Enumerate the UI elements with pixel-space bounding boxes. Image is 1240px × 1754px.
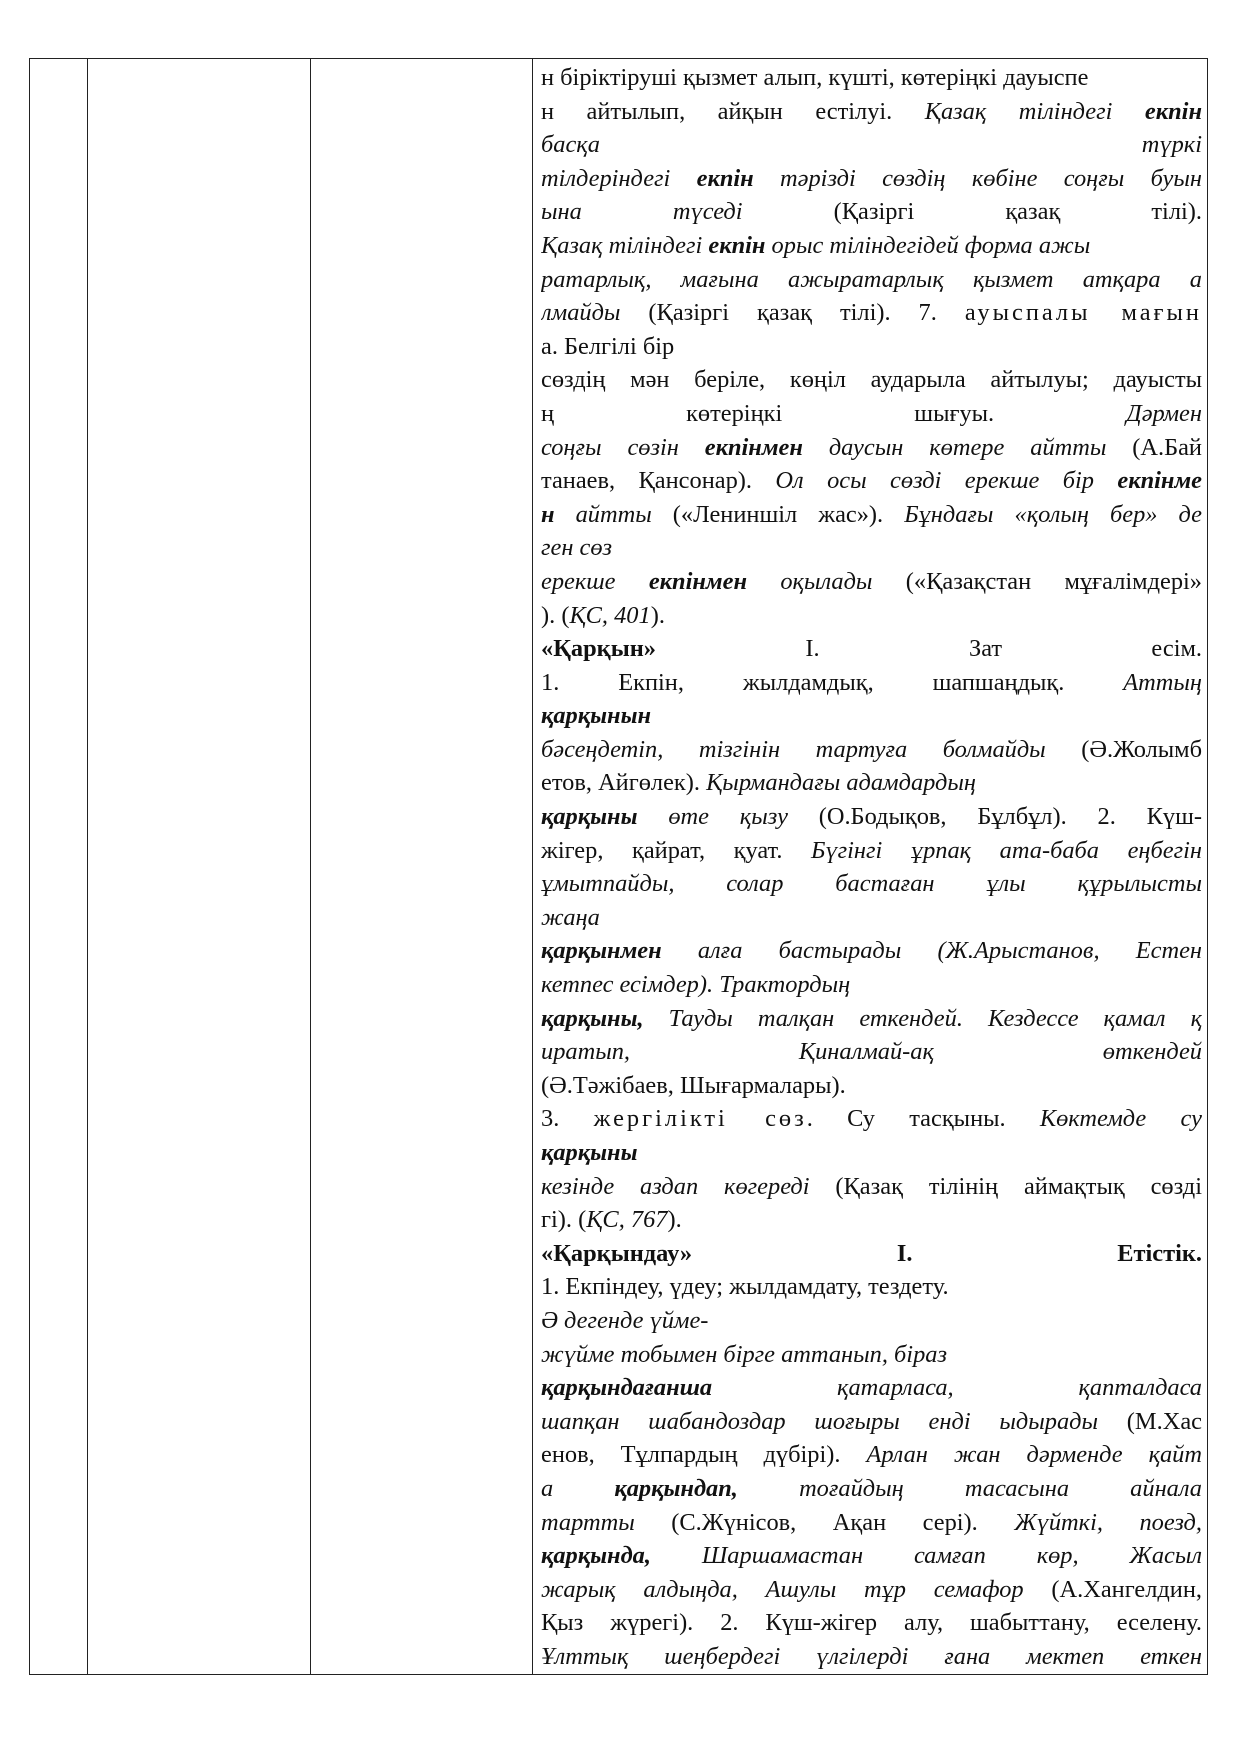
entry-text-segment: (Ә.Жолымб <box>1045 735 1202 763</box>
text-line <box>541 1002 1202 1036</box>
headword-text: екпінме <box>1117 467 1202 495</box>
text-line <box>541 666 1202 700</box>
entry-text-segment: ауыспалы мағын <box>964 299 1202 327</box>
text-line <box>541 1438 1202 1472</box>
entry-text-segment: жарық алдыңда, Ашулы тұр семафор <box>541 1575 1024 1603</box>
text-line <box>541 1270 1202 1304</box>
entry-text-segment: ). <box>667 1206 682 1234</box>
text-line <box>541 1069 1202 1103</box>
headword-text: қарқынмен <box>541 937 662 965</box>
entry-text-segment: жаңа <box>541 903 600 931</box>
text-line <box>541 1237 1202 1271</box>
text-line <box>541 330 1202 364</box>
entry-text-segment: шапқан шабандоздар шоғыры енді ыдырады <box>541 1407 1099 1435</box>
text-line <box>541 296 1202 330</box>
entry-text-segment: Арлан жан дәрменде қайт <box>866 1441 1202 1469</box>
entry-text-segment: жігер, қайрат, қуат. <box>541 836 812 864</box>
entry-text-segment: н айтылып, айқын естілуі. <box>541 97 925 125</box>
entry-text-segment: («Қазақстан мұғалімдері» <box>872 567 1202 595</box>
entry-text-segment: Тауды талқан еткендей. Кездессе қамал қ <box>643 1004 1202 1032</box>
table-cell-empty <box>88 59 311 1675</box>
headword-text: екпінмен <box>648 567 747 595</box>
text-line <box>541 363 1202 397</box>
entry-text-segment: Аттың <box>1123 668 1202 696</box>
text-line <box>541 699 1202 733</box>
entry-text-segment: а. Белгілі бір <box>541 332 675 360</box>
entry-text-segment: ген сөз <box>541 534 613 562</box>
text-line <box>541 1371 1202 1405</box>
text-line <box>541 1506 1202 1540</box>
entry-text-segment: (Ә.Тәжібаев, Шығармалары). <box>541 1071 846 1099</box>
headword-text: «Қарқын» <box>541 635 656 663</box>
text-line <box>541 1338 1202 1372</box>
entry-text-segment: кетпес есімдер). Трактордың <box>541 971 851 999</box>
text-line <box>541 531 1202 565</box>
entry-text-segment: Қазақ тіліндегі <box>924 97 1145 125</box>
entry-text-segment: (Қазіргі қазақ тілі). 7. <box>620 299 965 327</box>
text-line <box>541 1472 1202 1506</box>
text-line <box>541 733 1202 767</box>
entry-text-segment: тілдеріндегі <box>541 164 697 192</box>
entry-text-segment: Дәрмен <box>1126 399 1202 427</box>
headword-text: қарқынын <box>541 702 652 730</box>
entry-text-segment: бәсеңдетіп, тізгінін тартуға болмайды <box>541 735 1046 763</box>
table-row <box>30 59 1208 1675</box>
entry-text-segment: иратып, Қиналмай-ақ өткендей <box>541 1038 1202 1066</box>
text-line <box>541 901 1202 935</box>
headword-text: I. Етістік. <box>896 1239 1202 1267</box>
text-line <box>541 431 1202 465</box>
entry-text-segment: тоғайдың тасасына айнала <box>737 1474 1202 1502</box>
entry-text-segment: Ұлттық шеңбердегі үлгілерді ғана мектеп еткен <box>541 1642 1202 1670</box>
entry-text-segment: ң көтеріңкі шығуы. <box>541 399 1127 427</box>
table-cell-empty <box>311 59 533 1675</box>
entry-text-segment: енов, Тұлпардың дүбірі). <box>541 1441 867 1469</box>
dictionary-entry-text <box>533 59 1207 1674</box>
headword-text: «Қарқындау» <box>541 1239 693 1267</box>
entry-text-segment: Ол осы сөзді ерекше бір <box>775 467 1118 495</box>
entry-text-segment: (О.Бодықов, Бұлбұл). 2. Күш- <box>787 803 1202 831</box>
text-line <box>541 1170 1202 1204</box>
entry-text-segment: даусын көтере айтты <box>802 433 1107 461</box>
entry-text-segment: тартты <box>541 1508 635 1536</box>
text-line <box>541 1304 1202 1338</box>
entry-text-segment: басқа түркі <box>541 131 1202 159</box>
entry-text-segment: (С.Жүнісов, Ақан сері). <box>634 1508 1015 1536</box>
dictionary-table <box>29 58 1208 1675</box>
entry-text-segment: Бұндағы «қолың бер» де <box>904 500 1202 528</box>
entry-text-segment: Ә дегенде үйме- <box>541 1306 709 1334</box>
text-line <box>541 800 1202 834</box>
entry-text-segment: (А.Бай <box>1106 433 1202 461</box>
text-line <box>541 1640 1202 1674</box>
table-cell-number <box>30 59 88 1675</box>
text-line <box>541 565 1202 599</box>
entry-text-segment: оқылады <box>747 567 873 595</box>
headword-text: қарқында, <box>541 1542 651 1570</box>
entry-text-segment: ратарлық, мағына ажыратарлық қызмет атқара а <box>541 265 1202 293</box>
entry-text-segment: («Лениншіл жас»). <box>651 500 905 528</box>
entry-text-segment: жергілікті сөз <box>593 1105 807 1133</box>
text-line <box>541 1035 1202 1069</box>
entry-text-segment: ерекше <box>541 567 649 595</box>
entry-text-segment: танаев, Қансонар). <box>541 467 776 495</box>
text-line <box>541 229 1202 263</box>
headword-text: қарқыны <box>541 803 638 831</box>
entry-text-segment: (Қазақ тілінің аймақтық сөзді <box>809 1172 1202 1200</box>
entry-text-segment: . Су тасқыны. <box>806 1105 1040 1133</box>
text-line <box>541 834 1202 868</box>
headword-text: қарқындағанша <box>541 1374 713 1402</box>
text-line <box>541 61 1202 95</box>
text-line <box>541 464 1202 498</box>
entry-text-segment: (М.Хас <box>1098 1407 1202 1435</box>
headword-text: екпінмен <box>704 433 803 461</box>
entry-text-segment: жүйме тобымен бірге аттанып, біраз <box>541 1340 947 1368</box>
text-line <box>541 1102 1202 1136</box>
entry-text-segment: айтты <box>554 500 652 528</box>
entry-text-segment: өте қызу <box>637 803 788 831</box>
text-line <box>541 1203 1202 1237</box>
text-line <box>541 934 1202 968</box>
text-line <box>541 128 1202 162</box>
text-line <box>541 867 1202 901</box>
text-line <box>541 1539 1202 1573</box>
text-line <box>541 263 1202 297</box>
text-line <box>541 1606 1202 1640</box>
entry-text-segment: 1. Екпіндеу, үдеу; жылдамдату, тездету. <box>541 1273 949 1301</box>
entry-text-segment: тәрізді сөздің көбіне соңғы буын <box>753 164 1202 192</box>
entry-text-segment: Көктемде су <box>1039 1105 1202 1133</box>
headword-text: қарқыны <box>541 1139 638 1166</box>
entry-text-segment <box>692 1240 897 1267</box>
entry-text-segment: ). <box>650 601 665 629</box>
text-line <box>541 599 1202 633</box>
headword-text: екпін <box>1144 97 1202 125</box>
entry-text-segment: етов, Айгөлек). <box>541 769 707 797</box>
entry-text-segment: орыс тіліндегідей форма ажы <box>765 231 1091 259</box>
entry-text-segment: алға бастырады (Ж.Арыстанов, Естен <box>661 937 1202 965</box>
entry-text-segment: ҚС, 767 <box>586 1206 668 1234</box>
entry-text-segment: н біріктіруші қызмет алып, күшті, көтеріңкі дауыспе <box>541 64 1089 91</box>
entry-text-segment: кезінде аздап көгереді <box>541 1172 810 1200</box>
text-line <box>541 632 1202 666</box>
entry-text-segment: ). ( <box>541 601 570 629</box>
entry-text-segment: (А.Хангелдин, <box>1023 1575 1202 1603</box>
entry-text-segment: лмайды <box>541 299 621 327</box>
text-line <box>541 95 1202 129</box>
entry-text-segment: ұмытпайды, солар бастаған ұлы құрылысты <box>541 870 1202 898</box>
text-line <box>541 766 1202 800</box>
entry-text-segment: 1. Екпін, жылдамдық, шапшаңдық. <box>541 668 1124 696</box>
text-line <box>541 968 1202 1002</box>
entry-text-segment: I. Зат есім. <box>656 635 1202 663</box>
headword-text: екпін <box>696 164 754 192</box>
entry-text-segment: соңғы сөзін <box>541 433 705 461</box>
table-cell-text <box>533 59 1208 1675</box>
entry-text-segment: Жүйткі, поезд, <box>1014 1508 1202 1536</box>
text-line <box>541 162 1202 196</box>
entry-text-segment: Қырмандағы адамдардың <box>706 769 976 797</box>
headword-text: қарқыны, <box>541 1004 644 1032</box>
text-line <box>541 397 1202 431</box>
text-line <box>541 498 1202 532</box>
text-line <box>541 1573 1202 1607</box>
entry-text-segment: сөздің мән беріле, көңіл аударыла айтылуы; дауысты <box>541 366 1202 394</box>
entry-text-segment: (Қазіргі қазақ тілі). <box>742 198 1202 226</box>
text-line <box>541 195 1202 229</box>
headword-text: қарқындап, <box>614 1474 738 1502</box>
entry-text-segment: қатарласа, қапталдаса <box>712 1374 1202 1402</box>
entry-text-segment: Шаршамастан самғап көр, Жасыл <box>650 1542 1202 1570</box>
entry-text-segment: а <box>541 1474 615 1502</box>
entry-text-segment: 3. <box>541 1105 594 1133</box>
entry-text-segment: Бүгінгі ұрпақ ата-баба еңбегін <box>811 836 1202 864</box>
entry-text-segment: гі). ( <box>541 1206 587 1234</box>
entry-text-segment: Қазақ тіліндегі <box>541 231 709 259</box>
entry-text-segment: ҚС, 401 <box>569 601 651 629</box>
text-line <box>541 1136 1202 1170</box>
entry-text-segment: Қыз жүрегі). 2. Күш-жігер алу, шабыттану, еселену. <box>541 1609 1202 1637</box>
entry-text-segment: ына түседі <box>541 198 743 226</box>
headword-text: н <box>541 500 555 528</box>
text-line <box>541 1405 1202 1439</box>
headword-text: екпін <box>708 231 766 259</box>
